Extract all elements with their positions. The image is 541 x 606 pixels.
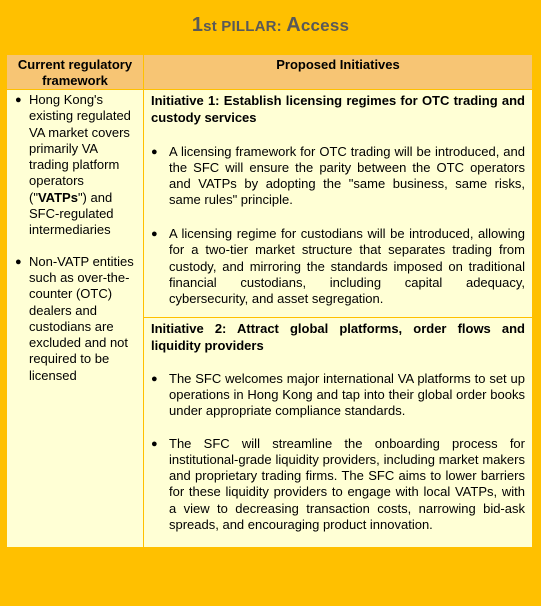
bullet-icon: ● xyxy=(151,372,158,385)
bullet-icon: ● xyxy=(151,146,158,158)
table-row xyxy=(7,90,533,318)
header-current-framework: Current regulatory framework xyxy=(7,55,144,90)
bullet-text: Non-VATP entities such as over-the-counter (OTC) dealers and custodians are excluded and not required to be licensed xyxy=(29,253,134,383)
bullet-icon: ● xyxy=(15,255,22,268)
table-header-row xyxy=(7,55,533,90)
title-rest: ccess xyxy=(300,16,350,35)
initiative-bullet-text: The SFC will streamline the onboarding process for institutional-grade liquidity providers, including market makers and proprietary trading firms. The SFC aims to lower barriers for these liquidity providers to engage with local VATPs, with a view to decreasing transaction costs, narrowing bid-ask spreads, and encouraging product innovation. xyxy=(169,436,525,532)
title-prefix: st PILLAR: xyxy=(203,18,287,35)
initiative-1-cell xyxy=(144,90,533,318)
page-title xyxy=(0,14,541,37)
framework-bullet xyxy=(15,92,139,239)
initiative-bullet xyxy=(145,144,531,208)
initiative-2-heading: Initiative 2: Attract global platforms, order flows and liquidity providers xyxy=(151,320,525,353)
bullet-bold-text: VATPs xyxy=(37,189,78,205)
bullet-text: Hong Kong's existing regulated VA market covers primarily VA trading platform operators (" xyxy=(29,92,131,205)
initiative-1-heading: Initiative 1: Establish licensing regimes for OTC trading and custody services xyxy=(151,93,525,125)
current-framework-cell xyxy=(7,90,144,548)
pillar-table xyxy=(6,54,533,548)
header-proposed-initiatives: Proposed Initiatives xyxy=(144,55,533,90)
initiative-bullet-text: A licensing regime for custodians will be introduced, allowing for a two-tier market structure that separates trading from custody, and mirroring the standards imposed on traditional financial custodians, including capital adequacy, cybersecurity, and asset segregation. xyxy=(169,226,525,306)
initiative-bullet-text: The SFC welcomes major international VA platforms to set up operations in Hong Kong and tap into their global order books under appropriate compliance standards. xyxy=(169,370,525,419)
bullet-text-end: ") and SFC-regulated intermediaries xyxy=(29,189,114,238)
framework-bullet xyxy=(15,254,139,384)
title-initial: A xyxy=(286,14,301,36)
initiative-2-cell xyxy=(144,317,533,547)
initiative-bullet xyxy=(145,226,531,306)
bullet-icon: ● xyxy=(15,94,22,106)
initiative-bullet xyxy=(145,436,531,533)
bullet-icon: ● xyxy=(151,228,158,241)
initiative-bullet-text: A licensing framework for OTC trading will be introduced, and the SFC will ensure the parity between the OTC operators and VATPs by adopting the "same business, same risks, same rules" principle. xyxy=(169,144,525,208)
initiative-bullet xyxy=(145,371,531,419)
title-number: 1 xyxy=(191,14,204,36)
bullet-icon: ● xyxy=(151,438,158,451)
